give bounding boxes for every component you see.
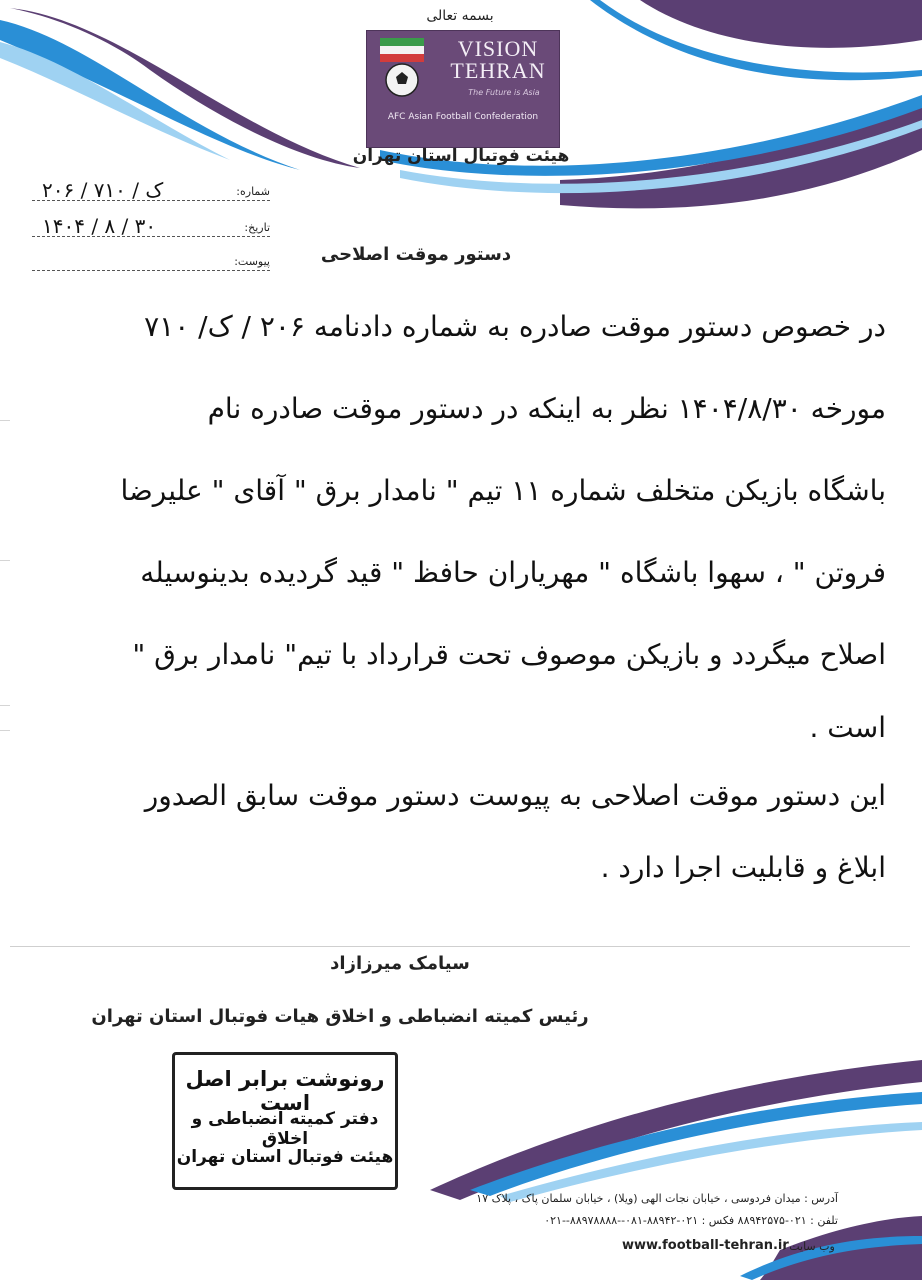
stamp-line: هیئت فوتبال استان تهران [176,1147,394,1167]
website-link[interactable]: www.football-tehran.ir [622,1238,789,1253]
body-line: اصلاح میگردد و بازیکن موصوف تحت قرارداد با تیم" نامدار برق " [132,638,886,671]
basmala-heading: بسمه تعالی [426,8,494,24]
edge-mark [0,420,10,421]
website-label: وب سایت : [782,1240,835,1253]
body-line: فروتن " ، سهوا باشگاه " مهریاران حافظ " قید گردیده بدینوسیله [140,556,886,589]
attachment-row [32,248,270,271]
certified-copy-stamp [172,1052,398,1190]
logo-wordmark: VISION TEHRAN [450,36,546,83]
footer-phone: تلفن : ۰۲۱-۸۸۹۴۲۵۷۵ فکس : ۰۲۱-۸۸۹۴۲-۰۸۱--۸۸۹۷۸۸۸۸--۰۲۱ [544,1214,838,1227]
attachment-label: پیوست: [234,255,270,268]
letter-body [30,286,886,904]
logo-tagline: The Future is Asia [468,88,540,97]
body-line: در خصوص دستور موقت صادره به شماره دادنامه ۲۰۶ / ک/ ۷۱۰ [144,310,886,343]
number-label: شماره: [236,185,270,198]
letterhead-header [0,0,922,282]
edge-mark [0,560,10,561]
body-line: این دستور موقت اصلاحی به پیوست دستور موقت سابق الصدور [144,779,886,812]
federation-name: هیئت فوتبال استان تهران [352,146,570,166]
letter-date-row [32,214,270,237]
number-value: ۲۰۶ / ک / ۷۱۰ [42,178,164,202]
stamp-line: رونوشت برابر اصل است [185,1067,385,1115]
body-line: ابلاغ و قابلیت اجرا دارد . [600,851,886,884]
edge-mark [0,705,10,706]
body-line: مورخه ۱۴۰۴/۸/۳۰ نظر به اینکه در دستور موقت صادره نام [207,392,886,425]
body-line: است . [809,711,886,744]
letter-number-row [32,178,270,201]
signer-title: رئیس کمیته انضباطی و اخلاق هیات فوتبال استان تهران [91,1006,589,1027]
edge-mark [0,730,10,731]
footer-address: آدرس : میدان فردوسی ، خیابان نجات الهی (ویلا) ، خیابان سلمان پاک ، پلاک ۱۷ [476,1192,838,1205]
date-value: ۱۴۰۴ / ۸ / ۳۰ [42,214,157,238]
signer-name: سیامک میرزازاد [330,953,470,974]
body-line: باشگاه بازیکن متخلف شماره ۱۱ تیم " نامدار برق " آقای " علیرضا [120,474,886,507]
letter-subject: دستور موقت اصلاحی [320,244,512,265]
date-label: تاریخ: [244,221,270,234]
afc-caption: AFC Asian Football Confederation [387,112,539,122]
footer-divider [10,946,910,947]
stamp-line: دفتر کمیته انضباطی و اخلاق [191,1109,379,1149]
football-federation-badge-icon [376,36,428,104]
